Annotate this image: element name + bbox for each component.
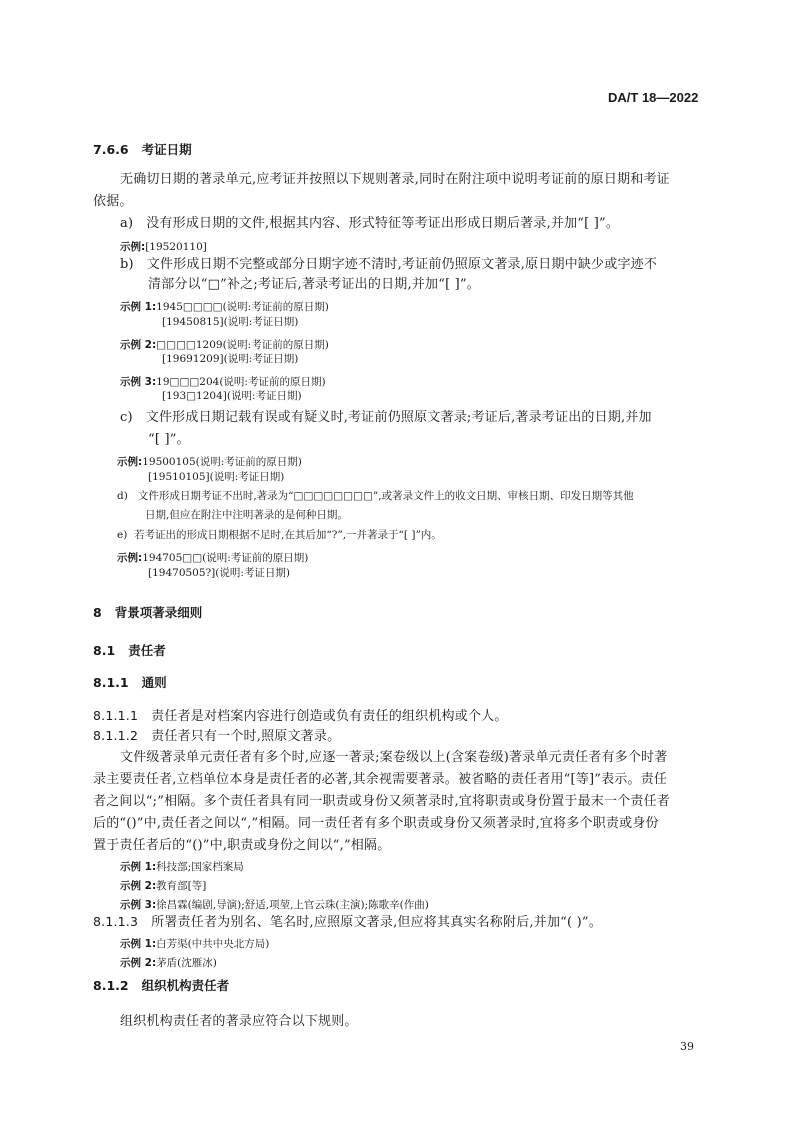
example-label: 示例 1: [120,301,157,313]
list-marker: c) [120,410,133,425]
example-1 [120,932,269,951]
paragraph-line: 组织机构责任者的著录应符合以下规则。 [120,1014,358,1029]
list-text-cont: 日期,但应在附注中注明著录的是何种日期。 [145,509,348,521]
example-label: 示例 3: [120,376,157,388]
example-label: 示例 1: [120,938,157,950]
list-text-cont: “[ ]”。 [148,432,190,447]
example-text: [19450815](说明:考证日期) [162,316,299,328]
example [117,450,302,469]
clause-text: 责任者是对档案内容进行创造或负有责任的组织机构或个人。 [151,709,508,724]
list-item-c [120,406,652,425]
example-text: [193□1204](说明:考证日期) [162,390,302,402]
heading-number: 8.1 [93,643,116,658]
example-label: 示例 3: [120,899,157,911]
paragraph-line: 录主要责任者,立档单位本身是责任者的必著,其余视需要著录。被省略的责任者用“[等]”表示。责任 [93,772,668,787]
example-text: [19510105](说明:考证日期) [148,471,285,483]
clause-8-1-1-2 [93,725,340,744]
example-label: 示例: [117,456,143,468]
example-text: 1945□□□□(说明:考证前的原日期) [156,301,329,313]
clause-text: 责任者只有一个时,照原文著录。 [151,729,341,744]
list-item-d [117,488,634,503]
example-3 [120,370,326,389]
list-marker: d) [117,490,128,502]
example-label: 示例: [117,552,143,564]
heading-number: 7.6.6 [93,142,129,157]
example-text: 19□□□204(说明:考证前的原日期) [156,376,326,388]
paragraph-line: 无确切日期的著录单元,应考证并按照以下规则著录,同时在附注项中说明考证前的原日期和考证 [120,172,670,187]
standard-code: DA/T 18—2022 [608,90,699,105]
list-item-b [120,253,657,272]
list-text: 没有形成日期的文件,根据其内容、形式特征等考证出形成日期后著录,并加“[ ]”。 [146,216,620,231]
section-heading-8-1-1 [93,673,167,691]
example-text: □□□□1209(说明:考证前的原日期) [156,339,329,351]
example-label: 示例 1: [120,861,157,873]
example-2 [120,951,217,970]
clause-8-1-1-3 [93,911,602,930]
heading-number: 8 [93,605,102,620]
heading-title: 背景项著录细则 [114,605,203,620]
clause-text: 所署责任者为别名、笔名时,应照原文著录,但应将其真实名称附后,并加“( )”。 [151,915,602,930]
example-label: 示例 2: [120,957,157,969]
example-1 [120,855,244,874]
example-text: [19470505?](说明:考证日期) [148,567,290,579]
list-marker: a) [120,216,134,231]
section-heading-8 [93,603,202,621]
paragraph-line: 依据。 [93,194,133,209]
list-text: 文件形成日期考证不出时,著录为“□□□□□□□□”,或著录文件上的收文日期、审核日期、印发日期等其他 [137,490,634,502]
heading-title: 责任者 [128,643,166,658]
paragraph-line: 者之间以“;”相隔。多个责任者具有同一职责或身份又须著录时,宜将职责或身份置于最末一个责任者 [93,794,671,809]
heading-title: 通则 [141,675,167,690]
section-heading-8-1-2 [93,976,229,994]
example-text: 科技部;国家档案局 [156,861,244,873]
example-1 [120,295,329,314]
example-text: 茅盾(沈雁冰) [156,957,217,969]
heading-number: 8.1.2 [93,978,129,993]
example-label: 示例 2: [120,880,157,892]
list-marker: e) [117,529,128,541]
list-item-e [117,527,442,542]
example-label: 示例 2: [120,339,157,351]
example-2 [120,874,206,893]
example-text: 194705□□(说明:考证前的原日期) [142,552,309,564]
example-2 [120,333,329,352]
section-heading-8-1 [93,641,166,659]
example [120,235,207,254]
section-heading-7-6-6 [93,140,192,158]
list-item-a [120,212,619,231]
example-label: 示例: [120,241,146,253]
clause-number: 8.1.1.1 [93,708,139,723]
heading-title: 组织机构责任者 [141,978,230,993]
example-text: [19691209](说明:考证日期) [162,353,299,365]
clause-8-1-1-1 [93,705,508,724]
paragraph-line: 文件级著录单元责任者有多个时,应逐一著录;案卷级以上(含案卷级)著录单元责任者有多个时著 [120,750,668,765]
example-text: [19520110] [145,241,207,253]
example-text: 白芳渠(中共中央北方局) [156,938,270,950]
paragraph-line: 后的“()”中,责任者之间以“,”相隔。同一责任者有多个职责或身份又须著录时,宜将多个职责或身份 [93,816,659,831]
list-text-cont: 清部分以“□”补之;考证后,著录考证出的日期,并加“[ ]”。 [148,277,480,292]
paragraph-line: 置于责任者后的“()”中,职责或身份之间以“,”相隔。 [93,838,391,853]
clause-number: 8.1.1.3 [93,914,139,929]
list-marker: b) [120,257,134,272]
list-text: 文件形成日期不完整或部分日期字迹不清时,考证前仍照原文著录,原日期中缺少或字迹不 [146,257,658,272]
list-text: 若考证出的形成日期根据不足时,在其后加“?”,一并著录于“[ ]”内。 [134,529,442,541]
clause-number: 8.1.1.2 [93,728,139,743]
heading-title: 考证日期 [141,142,192,157]
example-text: 教育部[等] [156,880,207,892]
heading-number: 8.1.1 [93,675,129,690]
example-text: 19500105(说明:考证前的原日期) [142,456,302,468]
list-text: 文件形成日期记载有误或有疑义时,考证前仍照原文著录;考证后,著录考证出的日期,并加 [145,410,652,425]
example-text: 徐昌霖(编剧,导演);舒适,项堃,上官云珠(主演);陈歌辛(作曲) [156,899,429,911]
example-3 [120,893,429,912]
page-number: 39 [680,1040,694,1053]
example [117,546,308,565]
